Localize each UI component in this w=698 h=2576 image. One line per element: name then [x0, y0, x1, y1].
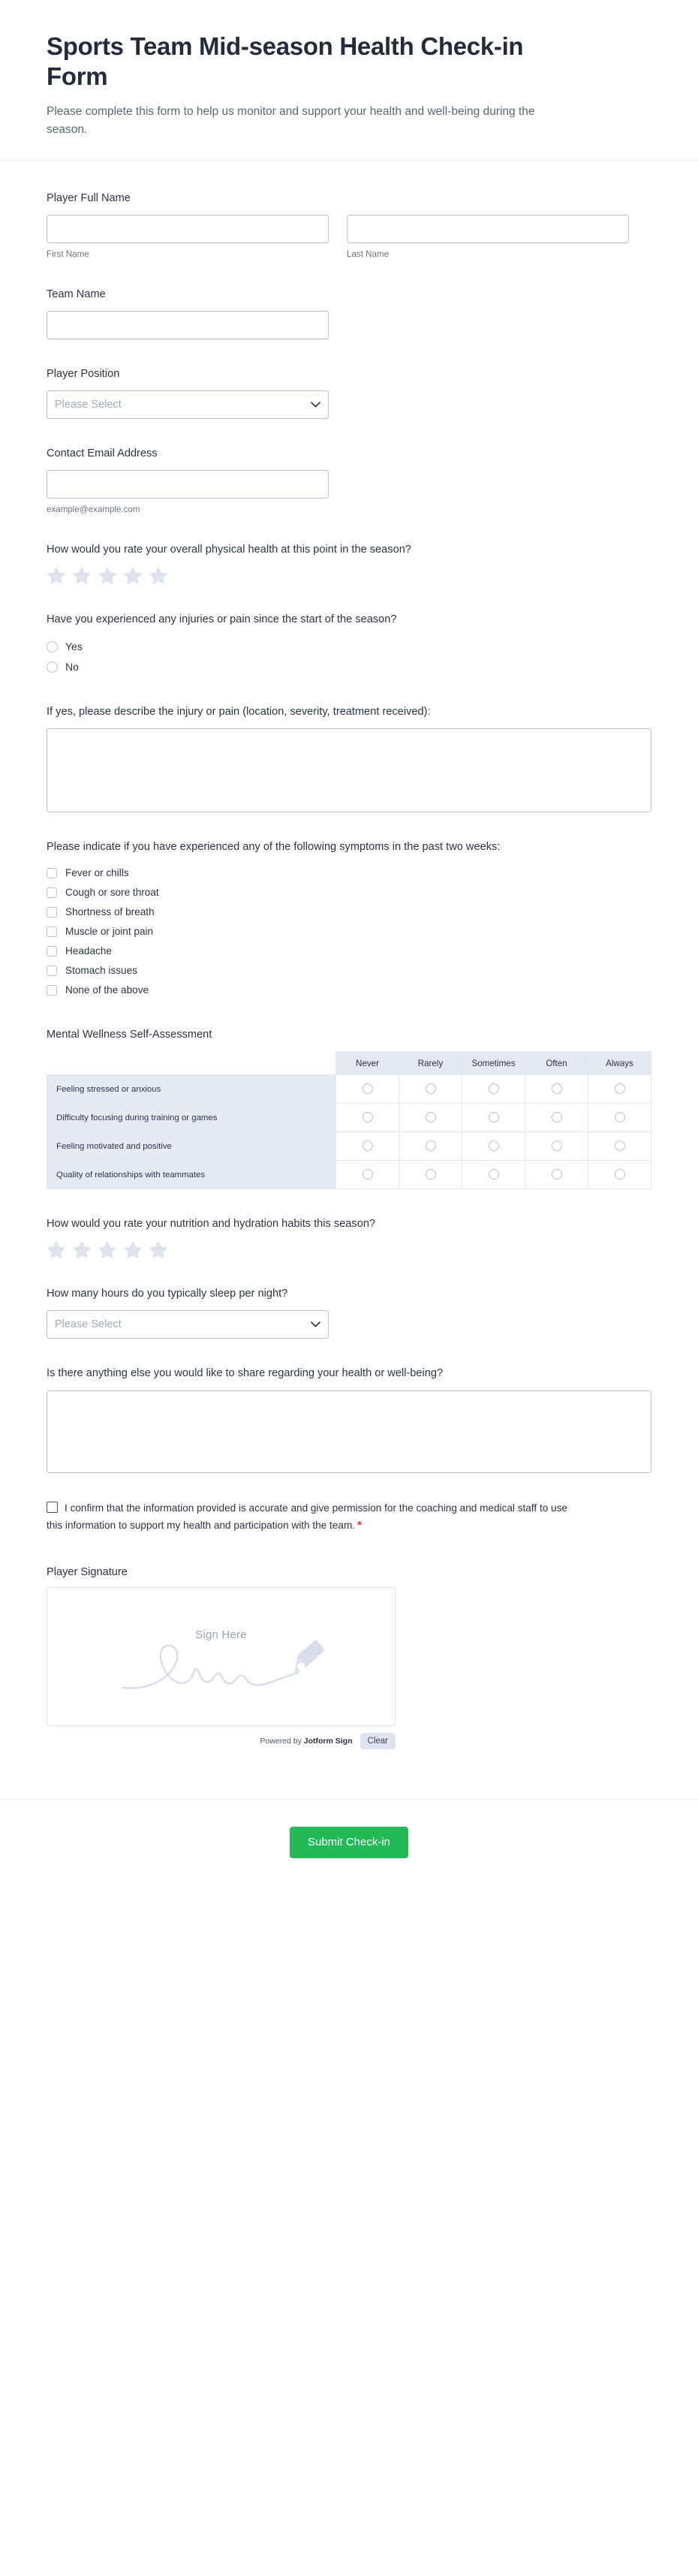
physical-health-star-rating[interactable] [47, 566, 651, 585]
sleep-hours-selected-value: Please Select [55, 1318, 122, 1331]
matrix-column-header: Sometimes [462, 1052, 525, 1075]
checkbox-square-icon[interactable] [47, 985, 57, 996]
physical-health-rating-label: How would you rate your overall physical health at this point in the season? [47, 544, 411, 556]
checkbox-square-icon[interactable] [47, 907, 57, 917]
matrix-column-header: Often [525, 1052, 588, 1075]
radio-circle-icon[interactable] [489, 1083, 499, 1094]
radio-circle-icon[interactable] [615, 1112, 625, 1122]
matrix-radio-cell[interactable] [588, 1104, 651, 1132]
matrix-row-label: Quality of relationships with teammates [47, 1161, 336, 1189]
injury-description-label: If yes, please describe the injury or pain (location, severity, treatment received): [47, 705, 431, 718]
checkbox-option-label: None of the above [65, 984, 149, 996]
star-icon[interactable] [72, 566, 92, 585]
player-position-select[interactable] [47, 390, 329, 419]
injury-description-textarea[interactable] [47, 728, 651, 812]
matrix-radio-cell[interactable] [588, 1132, 651, 1161]
field-additional-notes [47, 1366, 651, 1472]
consent-text [47, 1500, 572, 1535]
radio-circle-icon[interactable] [615, 1140, 625, 1151]
radio-circle-icon[interactable] [615, 1083, 625, 1094]
matrix-radio-cell[interactable] [462, 1104, 525, 1132]
matrix-radio-cell[interactable] [336, 1161, 399, 1189]
star-icon[interactable] [149, 566, 168, 585]
last-name-input[interactable] [347, 215, 629, 243]
first-name-sublabel: First Name [47, 249, 89, 259]
matrix-radio-cell[interactable] [525, 1161, 588, 1189]
star-icon[interactable] [47, 566, 66, 585]
field-nutrition-rating [47, 1216, 651, 1259]
checkbox-square-icon[interactable] [47, 926, 57, 937]
field-contact-email [47, 446, 651, 515]
submit-button[interactable]: Submit Check-in [290, 1827, 408, 1858]
field-sleep-hours [47, 1286, 651, 1339]
additional-notes-textarea[interactable] [47, 1390, 651, 1473]
checkbox-square-icon[interactable] [47, 868, 57, 878]
matrix-row-label: Feeling stressed or anxious [47, 1075, 336, 1104]
checkbox-option-label: Headache [65, 945, 112, 957]
checkbox-option-label: Stomach issues [65, 965, 137, 977]
matrix-radio-cell[interactable] [462, 1161, 525, 1189]
page-title: Sports Team Mid-season Health Check-in Form [47, 32, 524, 91]
team-name-label: Team Name [47, 288, 106, 300]
radio-circle-icon[interactable] [426, 1169, 436, 1180]
field-injury-description [47, 704, 651, 812]
form-header [0, 0, 698, 161]
sign-here-placeholder: Sign Here [195, 1628, 247, 1641]
signature-footer [47, 1733, 396, 1749]
player-position-label: Player Position [47, 367, 120, 380]
radio-circle-icon[interactable] [47, 661, 58, 673]
matrix-radio-cell[interactable] [588, 1161, 651, 1189]
sleep-hours-select[interactable] [47, 1310, 329, 1339]
radio-option[interactable] [47, 637, 651, 657]
matrix-row [47, 1161, 651, 1189]
radio-circle-icon[interactable] [47, 641, 58, 652]
team-name-input[interactable] [47, 311, 329, 339]
star-icon[interactable] [123, 566, 143, 585]
matrix-radio-cell[interactable] [588, 1075, 651, 1104]
symptoms-label: Please indicate if you have experienced any of the following symptoms in the past two weeks: [47, 840, 501, 853]
matrix-row [47, 1075, 651, 1104]
radio-circle-icon[interactable] [552, 1140, 562, 1151]
mental-wellness-label: Mental Wellness Self-Assessment [47, 1028, 212, 1041]
radio-circle-icon[interactable] [363, 1169, 373, 1180]
player-signature-label: Player Signature [47, 1565, 128, 1578]
field-team-name [47, 287, 651, 339]
checkbox-square-icon[interactable] [47, 946, 57, 957]
field-physical-health-rating [47, 542, 651, 585]
radio-option[interactable] [47, 657, 651, 677]
radio-circle-icon[interactable] [552, 1083, 562, 1094]
star-icon[interactable] [47, 1240, 66, 1259]
clear-signature-button[interactable]: Clear [360, 1733, 396, 1749]
radio-circle-icon[interactable] [489, 1112, 499, 1122]
powered-by-label [260, 1737, 352, 1746]
form-body [0, 161, 698, 1799]
required-asterisk: * [357, 1518, 362, 1532]
star-icon[interactable] [98, 1240, 117, 1259]
checkbox-option[interactable] [47, 902, 651, 922]
signature-pad[interactable] [47, 1587, 396, 1726]
checkbox-square-icon[interactable] [47, 887, 57, 898]
radio-circle-icon[interactable] [426, 1140, 436, 1151]
jotform-sign-brand: Jotform Sign [303, 1736, 353, 1746]
matrix-row [47, 1132, 651, 1161]
matrix-radio-cell[interactable] [525, 1132, 588, 1161]
matrix-column-header: Rarely [399, 1052, 462, 1075]
matrix-radio-cell[interactable] [525, 1104, 588, 1132]
contact-email-input[interactable] [47, 470, 329, 499]
checkbox-option[interactable] [47, 922, 651, 942]
injuries-radio-group[interactable] [47, 637, 651, 677]
radio-circle-icon[interactable] [426, 1112, 436, 1122]
star-icon[interactable] [149, 1240, 168, 1259]
injuries-label: Have you experienced any injuries or pain since the start of the season? [47, 613, 397, 626]
first-name-input[interactable] [47, 215, 329, 243]
consent-statement: I confirm that the information provided is accurate and give permission for the coaching and medical staff to use this information to support my health and participation with the team. [47, 1502, 567, 1531]
radio-circle-icon[interactable] [363, 1083, 373, 1094]
radio-circle-icon[interactable] [615, 1169, 625, 1180]
page-subtitle: Please complete this form to help us monitor and support your health and well-being during the season. [47, 104, 535, 136]
checkbox-option-label: Shortness of breath [65, 906, 155, 918]
checkbox-option-label: Muscle or joint pain [65, 926, 154, 938]
radio-circle-icon[interactable] [489, 1140, 499, 1151]
radio-option-label: No [65, 661, 79, 673]
checkbox-option[interactable] [47, 981, 651, 1000]
matrix-radio-cell[interactable] [399, 1104, 462, 1132]
player-position-selected-value: Please Select [55, 399, 122, 411]
field-player-full-name [47, 191, 651, 260]
matrix-column-header: Always [588, 1052, 651, 1075]
nutrition-rating-label: How would you rate your nutrition and hydration habits this season? [47, 1218, 376, 1231]
player-full-name-label: Player Full Name [47, 191, 131, 204]
matrix-corner-cell [47, 1052, 336, 1075]
checkbox-option-label: Cough or sore throat [65, 887, 159, 899]
field-consent [47, 1500, 572, 1535]
symptoms-checkbox-group[interactable] [47, 863, 651, 1000]
matrix-radio-cell[interactable] [336, 1075, 399, 1104]
radio-option-label: Yes [65, 640, 83, 653]
matrix-header-row [47, 1052, 651, 1075]
field-symptoms [47, 839, 651, 1000]
radio-circle-icon[interactable] [552, 1112, 562, 1122]
additional-notes-label: Is there anything else you would like to share regarding your health or well-being? [47, 1367, 444, 1380]
field-player-position [47, 366, 651, 419]
star-icon[interactable] [98, 566, 117, 585]
form-footer [0, 1799, 698, 1903]
star-icon[interactable] [123, 1240, 143, 1259]
matrix-column-header: Never [336, 1052, 399, 1075]
matrix-radio-cell[interactable] [399, 1161, 462, 1189]
matrix-radio-cell[interactable] [399, 1075, 462, 1104]
matrix-radio-cell[interactable] [462, 1075, 525, 1104]
matrix-row-label: Feeling motivated and positive [47, 1132, 336, 1161]
sleep-hours-label: How many hours do you typically sleep per night? [47, 1288, 288, 1300]
field-injuries [47, 612, 651, 676]
radio-circle-icon[interactable] [426, 1083, 436, 1094]
mental-wellness-matrix [47, 1051, 651, 1189]
signature-flourish-icon [47, 1622, 395, 1704]
matrix-radio-cell[interactable] [336, 1104, 399, 1132]
last-name-sublabel: Last Name [347, 249, 390, 259]
checkbox-option-label: Fever or chills [65, 867, 129, 879]
nutrition-star-rating[interactable] [47, 1240, 651, 1259]
matrix-radio-cell[interactable] [462, 1132, 525, 1161]
matrix-radio-cell[interactable] [525, 1075, 588, 1104]
matrix-row-label: Difficulty focusing during training or games [47, 1104, 336, 1132]
radio-circle-icon[interactable] [363, 1140, 373, 1151]
checkbox-option[interactable] [47, 961, 651, 981]
matrix-body [47, 1075, 651, 1189]
matrix-row [47, 1104, 651, 1132]
radio-circle-icon[interactable] [363, 1112, 373, 1122]
contact-email-label: Contact Email Address [47, 447, 158, 460]
consent-checkbox[interactable] [47, 1502, 58, 1513]
matrix-radio-cell[interactable] [336, 1132, 399, 1161]
star-icon[interactable] [72, 1240, 92, 1259]
radio-circle-icon[interactable] [489, 1169, 499, 1180]
checkbox-option[interactable] [47, 942, 651, 961]
powered-by-prefix: Powered by [260, 1736, 304, 1746]
field-mental-wellness [47, 1027, 651, 1189]
checkbox-square-icon[interactable] [47, 966, 57, 976]
radio-circle-icon[interactable] [552, 1169, 562, 1180]
field-player-signature [47, 1566, 651, 1749]
matrix-radio-cell[interactable] [399, 1132, 462, 1161]
checkbox-option[interactable] [47, 883, 651, 902]
contact-email-sublabel: example@example.com [47, 505, 140, 515]
checkbox-option[interactable] [47, 863, 651, 883]
